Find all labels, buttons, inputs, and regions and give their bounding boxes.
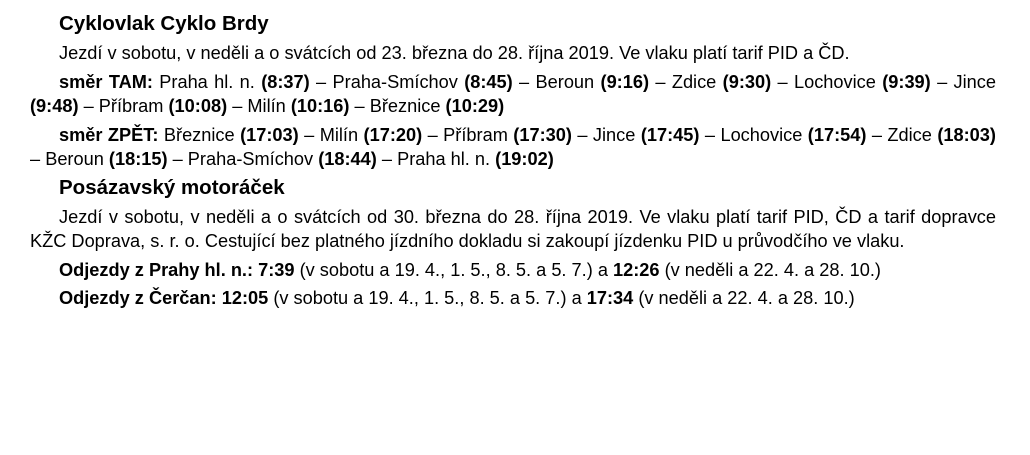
departure-note: (v neděli a 22. 4. a 28. 10.) bbox=[659, 259, 881, 280]
stop-time: (17:30) bbox=[513, 124, 572, 145]
stop-time: (17:54) bbox=[807, 124, 867, 145]
departure-time: 12:05 bbox=[221, 288, 269, 308]
section-title-posazavsky: Posázavský motoráček bbox=[59, 175, 285, 199]
stop-name: Příbram bbox=[443, 124, 508, 145]
departures-praha bbox=[30, 258, 996, 283]
stop-time: (9:39) bbox=[882, 71, 931, 92]
stop-name: Březnice bbox=[369, 96, 441, 116]
route-tam bbox=[30, 70, 996, 119]
departure-time: 17:34 bbox=[586, 288, 634, 308]
stop-time: (19:02) bbox=[495, 149, 554, 169]
stop-time: (9:30) bbox=[722, 71, 772, 92]
departure-time: 7:39 bbox=[258, 259, 295, 280]
intro-cyklo-brdy: Jezdí v sobotu, v neděli a o svátcích od 23. března do 28. října 2019. Ve vlaku platí tarif PID a ČD. bbox=[59, 43, 850, 63]
stop-name: Praha-Smíchov bbox=[187, 149, 314, 169]
departures-cercany-label: Odjezdy z Čerčan: bbox=[59, 288, 217, 308]
stop-name: Praha hl. n. bbox=[397, 149, 491, 169]
stop-name: Lochovice bbox=[793, 71, 876, 92]
route-tam-stops: Praha hl. n. (8:37) – Praha-Smíchov (8:45) – Beroun (9:16) – Zdice (9:30) – Lochovice (9:39) – Jince (9:48) – Příbram (10:08) – Milín (10:16) – Březnice (10:29) bbox=[30, 71, 996, 116]
stop-name: Jince bbox=[592, 124, 636, 145]
departure-note: (v neděli a 22. 4. a 28. 10.) bbox=[633, 288, 855, 308]
stop-time: (17:20) bbox=[363, 124, 423, 145]
stop-name: Praha-Smíchov bbox=[332, 71, 458, 92]
route-zpet-stops: Březnice (17:03) – Milín (17:20) – Příbram (17:30) – Jince (17:45) – Lochovice (17:54) – Zdice (18:03) – Beroun (18:15) – Praha-Smíchov (18:44) – Praha hl. n. (19:02) bbox=[30, 124, 996, 169]
stop-name: Zdice bbox=[887, 124, 932, 145]
stop-name: Březnice bbox=[163, 124, 235, 145]
departure-note: (v sobotu a 19. 4., 1. 5., 8. 5. a 5. 7.) a bbox=[294, 259, 613, 280]
stop-name: Lochovice bbox=[720, 124, 803, 145]
departure-note: (v sobotu a 19. 4., 1. 5., 8. 5. a 5. 7.) a bbox=[268, 288, 587, 308]
section-title-cyklo-brdy: Cyklovlak Cyklo Brdy bbox=[59, 12, 269, 35]
stop-time: (10:29) bbox=[445, 96, 505, 116]
route-zpet bbox=[30, 123, 996, 172]
stop-time: (8:45) bbox=[464, 71, 513, 92]
intro-posazavsky: Jezdí v sobotu, v neděli a o svátcích od 30. března do 28. října 2019. Ve vlaku platí tarif PID, ČD a tarif dopravce KŽC Doprava, s. r. o. Cestující bez platného jízdního dokladu si zakoupí jízdenku PID u průvodčího ve vlaku. bbox=[30, 206, 996, 251]
stop-time: (18:15) bbox=[108, 149, 168, 169]
stop-name: Zdice bbox=[671, 71, 717, 92]
stop-time: (17:45) bbox=[640, 124, 700, 145]
stop-name: Beroun bbox=[45, 149, 104, 169]
stop-name: Praha hl. n. bbox=[159, 71, 255, 92]
stop-time: (18:44) bbox=[318, 149, 377, 169]
route-zpet-label: směr ZPĚT: bbox=[59, 124, 159, 145]
stop-name: Milín bbox=[247, 96, 286, 116]
departures-praha-label: Odjezdy z Prahy hl. n.: bbox=[59, 259, 254, 280]
stop-time: (10:16) bbox=[290, 96, 350, 116]
stop-time: (9:16) bbox=[600, 71, 650, 92]
departures-cercany bbox=[30, 286, 996, 311]
stop-time: (10:08) bbox=[168, 96, 228, 116]
stop-name: Milín bbox=[319, 124, 359, 145]
stop-time: (8:37) bbox=[261, 71, 310, 92]
stop-time: (18:03) bbox=[937, 124, 996, 145]
departure-time: 12:26 bbox=[612, 259, 660, 280]
stop-name: Jince bbox=[953, 71, 996, 92]
stop-name: Beroun bbox=[535, 71, 595, 92]
stop-time: (17:03) bbox=[240, 124, 299, 145]
route-tam-label: směr TAM: bbox=[59, 71, 153, 92]
stop-name: Příbram bbox=[98, 96, 164, 116]
stop-time: (9:48) bbox=[30, 96, 79, 116]
